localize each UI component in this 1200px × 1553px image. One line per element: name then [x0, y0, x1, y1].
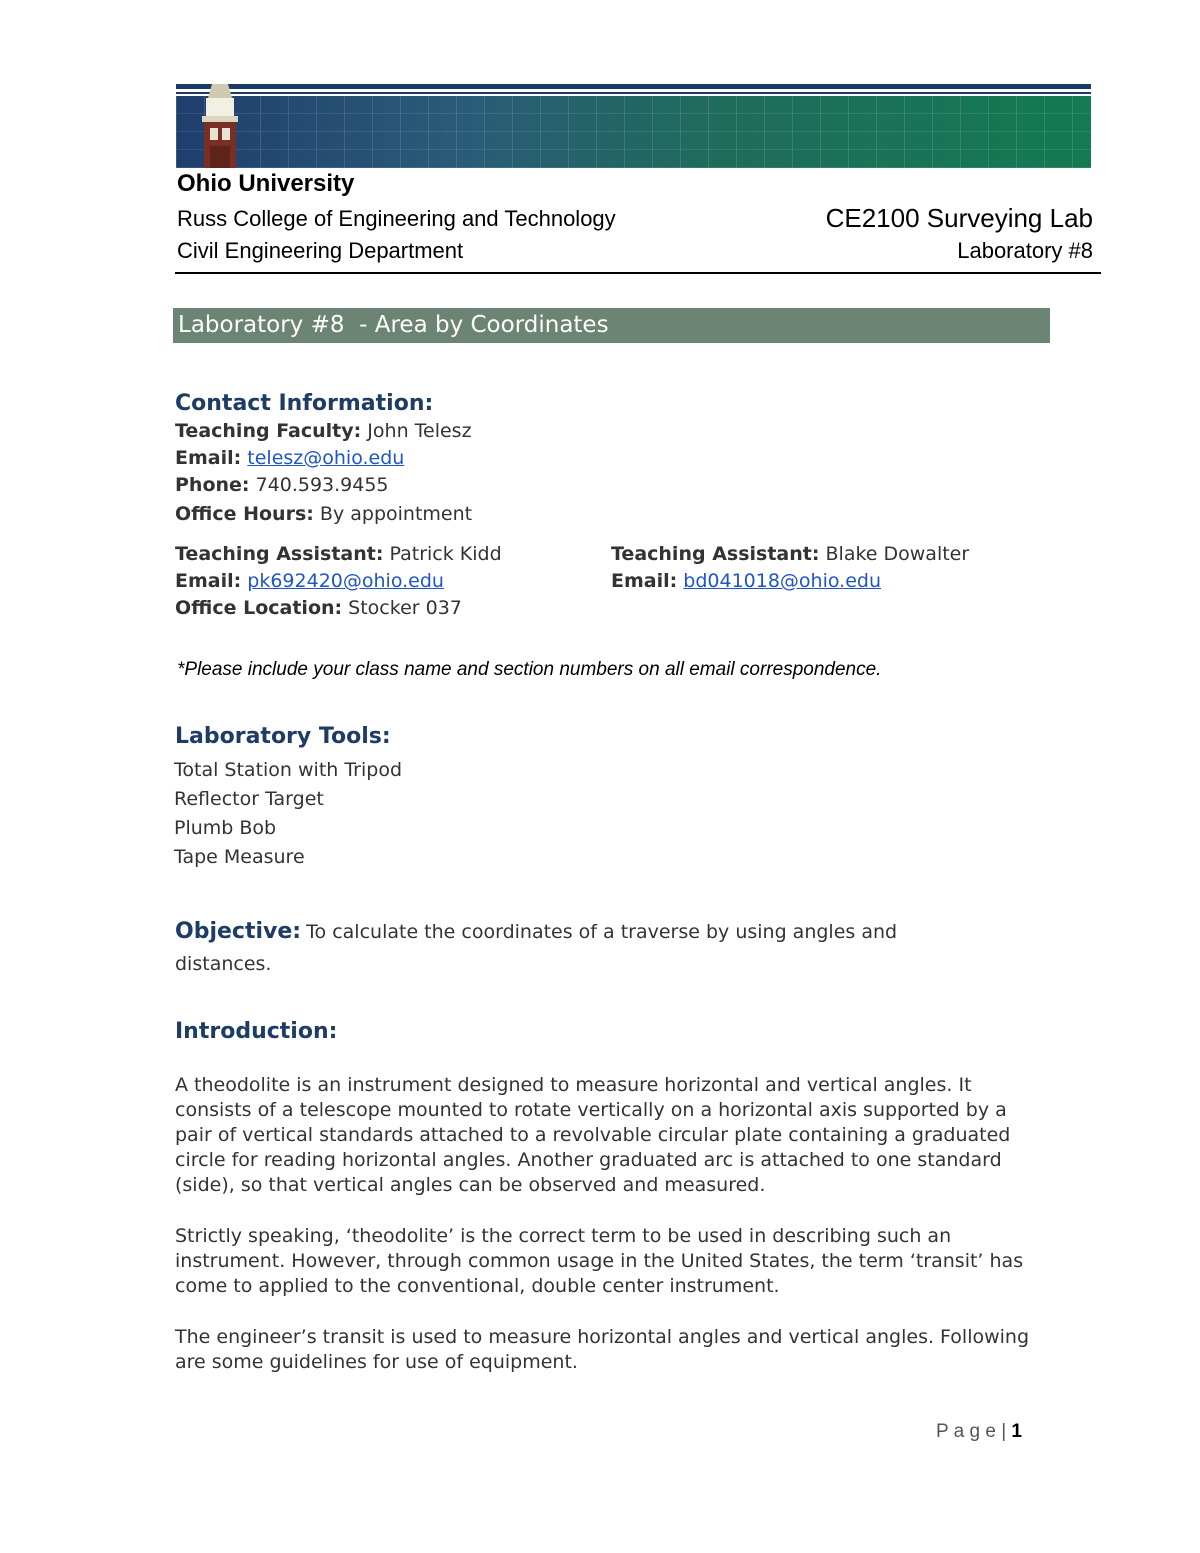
page-footer [936, 1421, 1022, 1443]
office-hours-line [175, 503, 472, 525]
phone-number: 740.593.9455 [255, 474, 389, 496]
phone-label: Phone: [175, 474, 250, 496]
header-banner [176, 84, 1091, 168]
lab-number: Laboratory #8 [957, 238, 1093, 263]
tool-item: Plumb Bob [174, 817, 277, 839]
tool-item: Total Station with Tripod [174, 759, 402, 781]
tool-item: Reflector Target [174, 788, 324, 810]
ta1-label: Teaching Assistant: [175, 543, 384, 565]
page-title: Laboratory #8 - Area by Coordinates [178, 312, 609, 338]
objective-heading: Objective: [175, 919, 302, 944]
page-number: 1 [1011, 1421, 1022, 1442]
ta1-email-label: Email: [175, 570, 242, 592]
university-name: Ohio University [177, 170, 355, 197]
email-label: Email: [175, 447, 242, 469]
faculty-name: John Telesz [367, 420, 472, 442]
phone-line [175, 474, 389, 496]
tools-heading: Laboratory Tools: [175, 724, 391, 749]
objective-text-1: To calculate the coordinates of a traverse by using angles and [306, 921, 898, 943]
ta1-line [175, 543, 502, 565]
ta1-email-line [175, 570, 444, 592]
ta2-email-link[interactable]: bd041018@ohio.edu [683, 570, 881, 592]
faculty-label: Teaching Faculty: [175, 420, 362, 442]
faculty-email-link[interactable]: telesz@ohio.edu [247, 447, 405, 469]
ta2-email-label: Email: [611, 570, 678, 592]
banner-thin-line [176, 92, 1091, 94]
tool-item: Tape Measure [174, 846, 305, 868]
office-location-value: Stocker 037 [348, 597, 462, 619]
objective-line [175, 919, 897, 944]
contact-heading: Contact Information: [175, 391, 434, 416]
ta2-name: Blake Dowalter [825, 543, 970, 565]
introduction-heading: Introduction: [175, 1019, 338, 1044]
banner-grid-pattern [176, 96, 1091, 168]
email-note: *Please include your class name and section numbers on all email correspondence. [177, 659, 882, 680]
ta1-email-link[interactable]: pk692420@ohio.edu [247, 570, 444, 592]
office-location-line [175, 597, 462, 619]
page-label: P a g e | [936, 1421, 1007, 1442]
department-name: Civil Engineering Department [177, 238, 464, 263]
ta1-name: Patrick Kidd [389, 543, 502, 565]
intro-paragraph: Strictly speaking, ‘theodolite’ is the correct term to be used in describing such an instrument. However, through common usage in the United States, the term ‘transit’ has come to applied to the conventional, double center instrument. [175, 1225, 1024, 1297]
course-name: CE2100 Surveying Lab [825, 203, 1093, 233]
faculty-email-line [175, 447, 404, 469]
objective-text-2: distances. [175, 953, 272, 975]
banner-top-line [176, 84, 1091, 89]
clock-tower-icon [184, 84, 274, 168]
intro-paragraph: A theodolite is an instrument designed to measure horizontal and vertical angles. It consists of a telescope mounted to rotate vertically on a horizontal axis supported by a pair of vertical standards attached to a revolvable circular plate containing a graduated circle for reading horizontal angles. Another graduated arc is attached to one standard (side), so that vertical angles can be observed and measured. [175, 1074, 1011, 1196]
college-name: Russ College of Engineering and Technology [177, 206, 616, 231]
office-hours-value: By appointment [319, 503, 473, 525]
header-divider [175, 272, 1101, 274]
office-location-label: Office Location: [175, 597, 343, 619]
ta2-label: Teaching Assistant: [611, 543, 820, 565]
intro-paragraph: The engineer’s transit is used to measure horizontal angles and vertical angles. Following are some guidelines for use of equipment. [175, 1326, 1030, 1373]
office-hours-label: Office Hours: [175, 503, 314, 525]
ta2-email-line [611, 570, 881, 592]
faculty-line [175, 420, 472, 442]
ta2-line [611, 543, 969, 565]
page-title-bar [173, 308, 1050, 343]
